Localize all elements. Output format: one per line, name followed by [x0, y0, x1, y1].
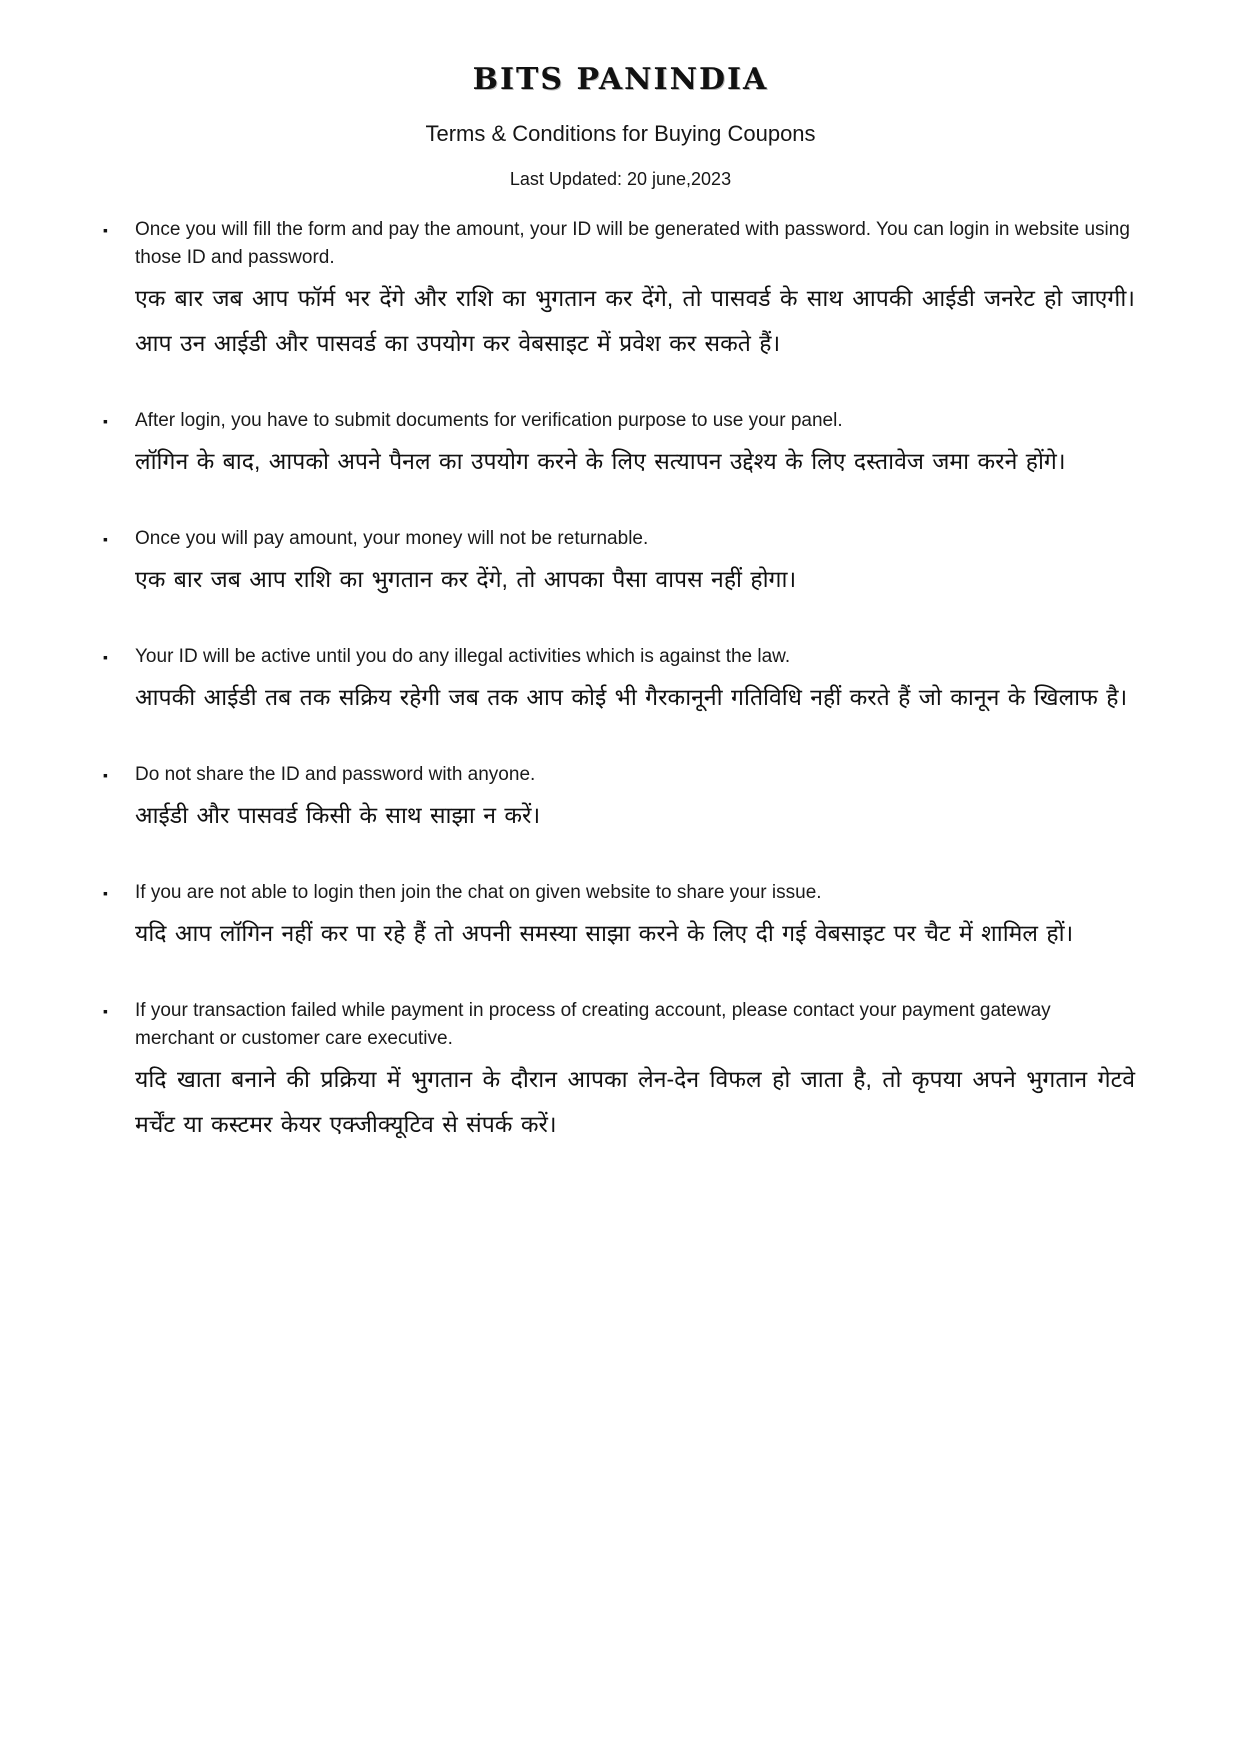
term-item [103, 525, 1135, 602]
term-hindi-text: एक बार जब आप फॉर्म भर देंगे और राशि का भुगतान कर देंगे, तो पासवर्ड के साथ आपकी आईडी जनरेट हो जाएगी। आप उन आईडी और पासवर्ड का उपयोग कर वेबसाइट में प्रवेश कर सकते हैं। [135, 285, 1135, 356]
term-english-text: ▪ If your transaction failed while payment in process of creating account, please contact your payment gateway merchant or customer care executive. [135, 1000, 1051, 1049]
term-item [103, 407, 1135, 484]
term-english-text: ▪ Once you will pay amount, your money will not be returnable. [135, 528, 649, 549]
term-english-text: ▪ If you are not able to login then join the chat on given website to share your issue. [135, 882, 822, 903]
page-subtitle: Terms & Conditions for Buying Coupons [425, 121, 816, 146]
term-hindi-text: यदि खाता बनाने की प्रक्रिया में भुगतान के दौरान आपका लेन-देन विफल हो जाता है, तो कृपया अपने भुगतान गेटवे मर्चेंट या कस्टमर केयर एक्जीक्यूटिव से संपर्क करें। [135, 1066, 1135, 1137]
last-updated-line: Last Updated: 20 june,2023 [509, 169, 732, 189]
term-item [103, 643, 1135, 720]
term-english-text: ▪ Do not share the ID and password with anyone. [135, 764, 536, 785]
term-hindi-text: एक बार जब आप राशि का भुगतान कर देंगे, तो आपका पैसा वापस नहीं होगा। [135, 566, 797, 592]
term-item [103, 997, 1135, 1147]
term-english-text: ▪ After login, you have to submit documents for verification purpose to use your panel. [135, 410, 843, 431]
page-title: BITS PANINDIA [472, 62, 769, 97]
term-hindi-text: यदि आप लॉगिन नहीं कर पा रहे हैं तो अपनी समस्या साझा करने के लिए दी गई वेबसाइट पर चैट में शामिल हों। [135, 920, 1074, 946]
terms-list [103, 216, 1135, 1147]
term-item [103, 761, 1135, 838]
term-hindi-text: आपकी आईडी तब तक सक्रिय रहेगी जब तक आप कोई भी गैरकानूनी गतिविधि नहीं करते हैं जो कानून के खिलाफ है। [135, 684, 1128, 710]
term-english-text: ▪ Your ID will be active until you do any illegal activities which is against the law. [135, 646, 791, 667]
term-hindi-text: आईडी और पासवर्ड किसी के साथ साझा न करें। [135, 802, 541, 828]
term-item [103, 216, 1135, 366]
term-item [103, 879, 1135, 956]
term-hindi-text: लॉगिन के बाद, आपको अपने पैनल का उपयोग करने के लिए सत्यापन उद्देश्य के लिए दस्तावेज जमा करने होंगे। [135, 448, 1066, 474]
term-english-text: ▪ Once you will fill the form and pay the amount, your ID will be generated with password. You can login in website using those ID and password. [135, 219, 1130, 268]
